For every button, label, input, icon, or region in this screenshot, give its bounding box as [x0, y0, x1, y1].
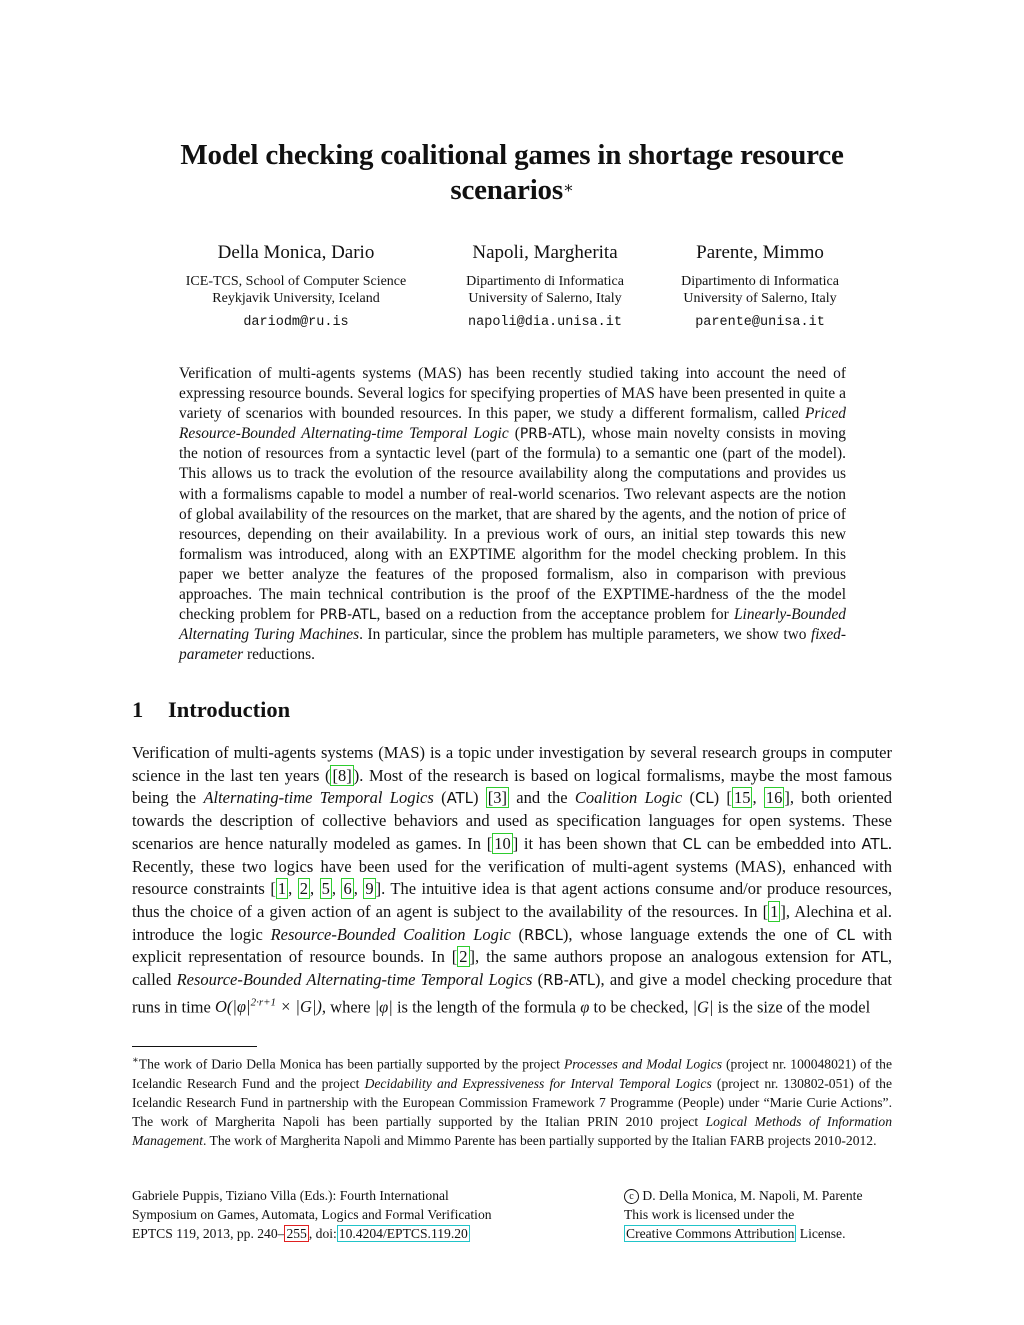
section-title: Introduction: [168, 697, 291, 722]
citation-link[interactable]: 1: [277, 879, 287, 899]
logic-abbr: PRB-ATL: [319, 607, 377, 624]
author-affiliation: University of Salerno, Italy: [468, 291, 622, 306]
publication-info: Gabriele Puppis, Tiziano Villa (Eds.): Fourth International Symposium on Games, Automata, Logics and Formal Verification EPTCS 119, 2013, pp. 240– 255 , doi: 10.4204/EPTCS.119.20: [132, 1188, 492, 1241]
abstract: Verification of multi-agents systems (MAS) has been recently studied taking into account the need of expressing resource bounds. Several logics for specifying properties of MAS have been presented in quite a variety of scenarios with bounded resources. In this paper, we study a different formalism, called Priced Resource-Bounded Alternating-time Temporal Logic (PRB-ATL), whose main novelty consists in moving the notion of resources from a syntactic level (part of the formula) to a semantic one (part of the model). This allows us to track the evolution of the resource availability along the computations and provides us with a formalisms capable to model a number of real-world scenarios. Two relevant aspects are the notion of global availability of the resources on the market, that are shared by the agents, and the notion of price of resources, depending on their availability. In a previous work of ours, an initial step towards this new formalism was introduced, along with an EXPTIME algorithm for the model checking problem. In this paper we better analyze the features of the proposed formalism, also in comparison with previous approaches. The main technical contribution is the proof of the EXPTIME-hardness of the the model checking problem for PRB-ATL, based on a reduction from the acceptance problem for Linearly-Bounded Alternating Turing Machines. In particular, since the problem has multiple parameters, we show two fixed-parameter reductions.: [179, 365, 846, 664]
author-name: Napoli, Margherita: [472, 242, 618, 263]
author-name: Parente, Mimmo: [696, 242, 824, 263]
last-page-link[interactable]: 255: [286, 1226, 307, 1241]
citation-link[interactable]: 6: [343, 879, 352, 899]
citation-link[interactable]: 5: [321, 879, 330, 899]
author-parente: [630, 242, 890, 330]
license-link[interactable]: Creative Commons Attribution: [626, 1226, 795, 1241]
copyright-info: c D. Della Monica, M. Napoli, M. Parente This work is licensed under the Creative Commons Attribution License.: [624, 1188, 863, 1241]
introduction-paragraph: Verification of multi-agents systems (MAS) is a topic under investigation by several research groups in computer science in the last ten years ( [8] ). Most of the research is based on logical formalisms, maybe the most famous being the Alternating-time Temporal Logics (ATL) [3] and the Coalition Logic (CL) [ 15 , 16 ], both oriented towards the description of collective behaviors and used as specification languages for open systems. These scenarios are hence naturally modeled as games. In [ 10 ] it has been shown that CL can be embedded into ATL. Recently, these two logics have been used for the verification of multi-agent systems (MAS), enhanced with resource constraints [ 1 , 2 , 5 , 6 , 9 ]. The intuitive idea is that agent actions consume and/or produce resources, thus the choice of a given action of an agent is subject to the availability of the resources. In [ 1 ], Alechina et al. introduce the logic Resource-Bounded Coalition Logic (RBCL), whose language extends the one of CL with explicit representation of resource bounds. In [ 2 ], the same authors propose an analogous extension for ATL, called Resource-Bounded Alternating-time Temporal Logics (RB-ATL), and give a model checking procedure that runs in time $O(|\varphi|^{2\cdot r+1} \times |G|)$, where |φ| is the length of the formula φ to be checked, |G| is the size of the model: [132, 743, 893, 1017]
author-affiliation: Reykjavik University, Iceland: [212, 291, 380, 306]
title-text: Model checking coalitional games in shortage resource scenarios: [180, 139, 844, 206]
citation-link[interactable]: 10: [494, 833, 511, 853]
author-affiliation: University of Salerno, Italy: [683, 291, 837, 306]
logic-name: Priced Resource-Bounded Alternating-time Temporal Logic: [179, 405, 846, 443]
author-email[interactable]: napoli@dia.unisa.it: [468, 315, 622, 330]
author-della-monica: [166, 242, 426, 330]
title-footnote-mark[interactable]: ∗: [562, 180, 574, 197]
footnote: ∗The work of Dario Della Monica has been partially supported by the project Processes and Modal Logics (project nr. 100048021) of the Icelandic Research Fund and the project Decidability and Expressiveness for Interval Temporal Logics (project nr. 130802-051) of the Icelandic Research Fund in partnership with the European Commission Framework 7 Programme (People) under “Marie Curie Actions”. The work of Margherita Napoli has been partially supported by the Italian PRIN 2010 project Logical Methods of Information Management. The work of Margherita Napoli and Mimmo Parente has been partially supported by the Italian FARB projects 2010-2012.: [132, 1055, 892, 1148]
citation-link[interactable]: [8]: [332, 765, 352, 785]
author-name: Della Monica, Dario: [217, 242, 375, 263]
citation-link[interactable]: 9: [365, 879, 374, 899]
section-heading: [132, 695, 290, 725]
author-email[interactable]: parente@unisa.it: [695, 315, 825, 330]
citation-link[interactable]: 2: [459, 947, 468, 967]
footnote-rule: [132, 1046, 257, 1047]
author-email[interactable]: dariodm@ru.is: [243, 315, 349, 330]
paper-title: [132, 138, 892, 208]
citation-link[interactable]: 2: [299, 879, 308, 899]
citation-link[interactable]: 15: [733, 788, 751, 808]
citation-link[interactable]: [3]: [487, 788, 507, 808]
emphasis: fixed-parameter: [179, 626, 846, 664]
complexity-formula: $O(|\varphi|^{2\cdot r+1} \times |G|)$: [214, 996, 322, 1017]
section-number: 1: [132, 697, 144, 722]
machine-name: Linearly-Bounded Alternating Turing Machines: [179, 606, 846, 644]
author-affiliation: ICE-TCS, School of Computer Science: [185, 274, 407, 289]
author-affiliation: Dipartimento di Informatica: [681, 274, 839, 289]
doi-link[interactable]: 10.4204/EPTCS.119.20: [338, 1226, 468, 1241]
logic-abbr: PRB-ATL: [519, 426, 577, 443]
citation-link[interactable]: 1: [770, 901, 779, 921]
citation-link[interactable]: 16: [765, 788, 783, 808]
author-affiliation: Dipartimento di Informatica: [466, 274, 624, 289]
copyright-icon: c: [624, 1189, 639, 1204]
